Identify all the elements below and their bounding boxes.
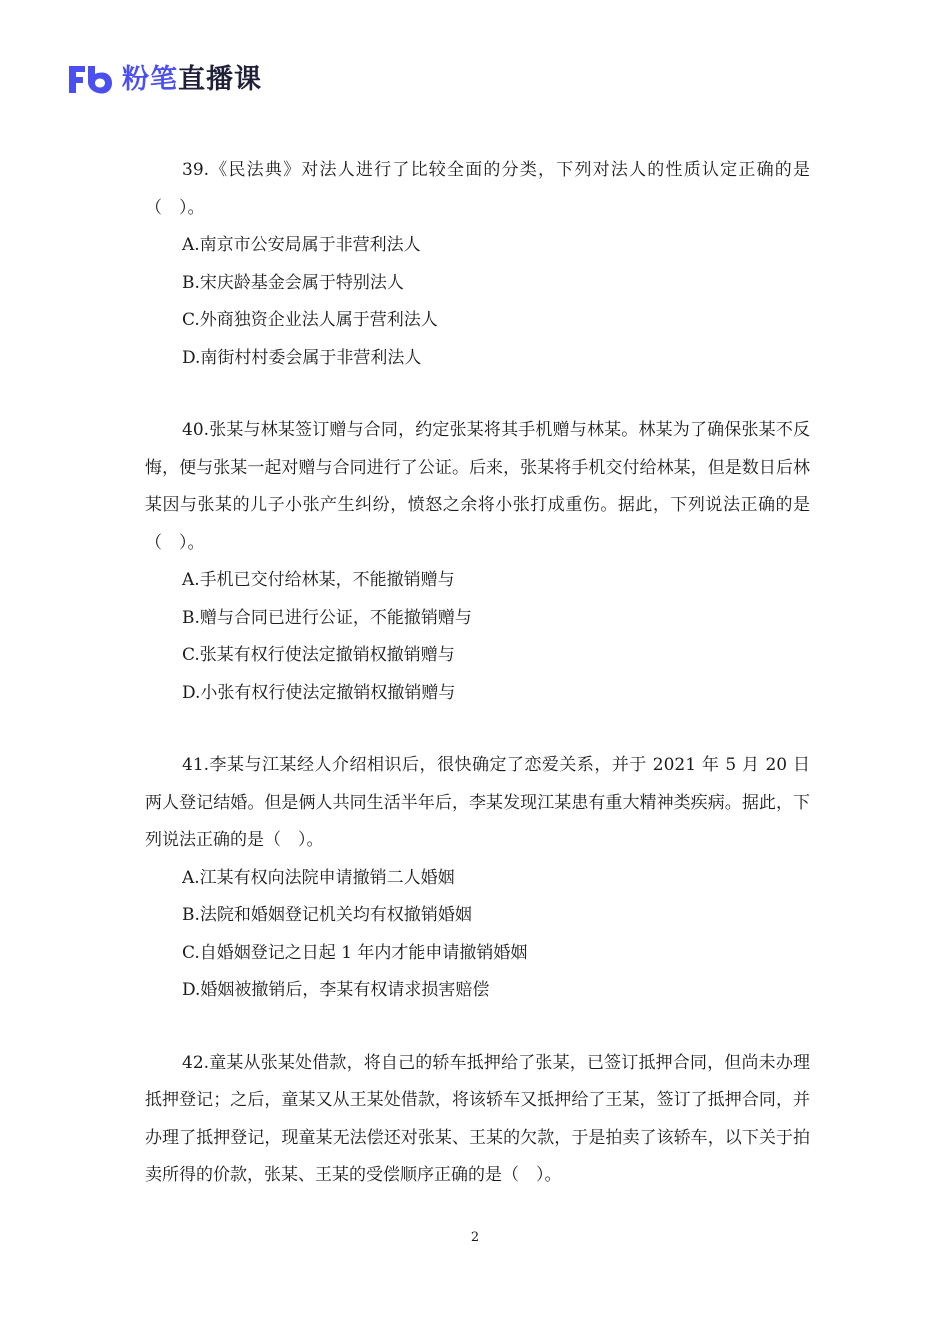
- option-d: D.婚姻被撤销后，李某有权请求损害赔偿: [182, 980, 490, 1000]
- option-c: C.外商独资企业法人属于营利法人: [182, 310, 438, 330]
- option-b: B.赠与合同已进行公证，不能撤销赠与: [182, 607, 472, 628]
- question-42: [145, 1045, 810, 1195]
- question-stem: 41.李某与江某经人介绍相识后，很快确定了恋爱关系，并于 2021 年 5 月 20 日两人登记结婚。但是俩人共同生活半年后，李某发现江某患有重大精神类疾病。据此，下列说法正确的是（ ）。: [145, 755, 810, 850]
- question-41: [145, 747, 810, 1010]
- question-stem: 39.《民法典》对法人进行了比较全面的分类，下列对法人的性质认定正确的是（ ）。: [145, 160, 810, 218]
- question-stem: 40.张某与林某签订赠与合同，约定张某将其手机赠与林某。林某为了确保张某不反悔，便与张某一起对赠与合同进行了公证。后来，张某将手机交付给林某，但是数日后林某因与张某的儿子小张产生纠纷，愤怒之余将小张打成重伤。据此，下列说法正确的是（ ）。: [145, 420, 810, 553]
- option-list: [145, 860, 810, 1010]
- page-header: [66, 60, 262, 100]
- question-39: [145, 152, 810, 377]
- option-d: D.小张有权行使法定撤销权撤销赠与: [182, 682, 456, 703]
- option-a: A.江某有权向法院申请撤销二人婚姻: [182, 867, 455, 888]
- option-b: B.法院和婚姻登记机关均有权撤销婚姻: [182, 905, 472, 925]
- option-b: B.宋庆龄基金会属于特别法人: [182, 272, 404, 293]
- question-stem: 42.童某从张某处借款，将自己的轿车抵押给了张某，已签订抵押合同，但尚未办理抵押登记；之后，童某又从王某处借款，将该轿车又抵押给了王某，签订了抵押合同，并办理了抵押登记，现童某无法偿还对张某、王某的欠款，于是拍卖了该轿车，以下关于拍卖所得的价款，张某、王某的受偿顺序正确的是（ ）。: [145, 1052, 810, 1185]
- option-c: C.张某有权行使法定撤销权撤销赠与: [182, 645, 455, 665]
- option-list: [145, 227, 810, 377]
- brand-name: 粉笔: [122, 64, 178, 95]
- question-list: [145, 152, 810, 1195]
- fenbi-logo-icon: [66, 60, 114, 100]
- option-a: A.南京市公安局属于非营利法人: [182, 235, 421, 255]
- option-d: D.南街村村委会属于非营利法人: [182, 347, 422, 368]
- product-name: 直播课: [178, 64, 262, 95]
- option-a: A.手机已交付给林某，不能撤销赠与: [182, 570, 455, 590]
- option-c: C.自婚姻登记之日起 1 年内才能申请撤销婚姻: [182, 942, 528, 963]
- logo-wordmark: [122, 60, 262, 100]
- option-list: [145, 562, 810, 712]
- question-40: [145, 412, 810, 712]
- page-number: 2: [470, 1230, 480, 1245]
